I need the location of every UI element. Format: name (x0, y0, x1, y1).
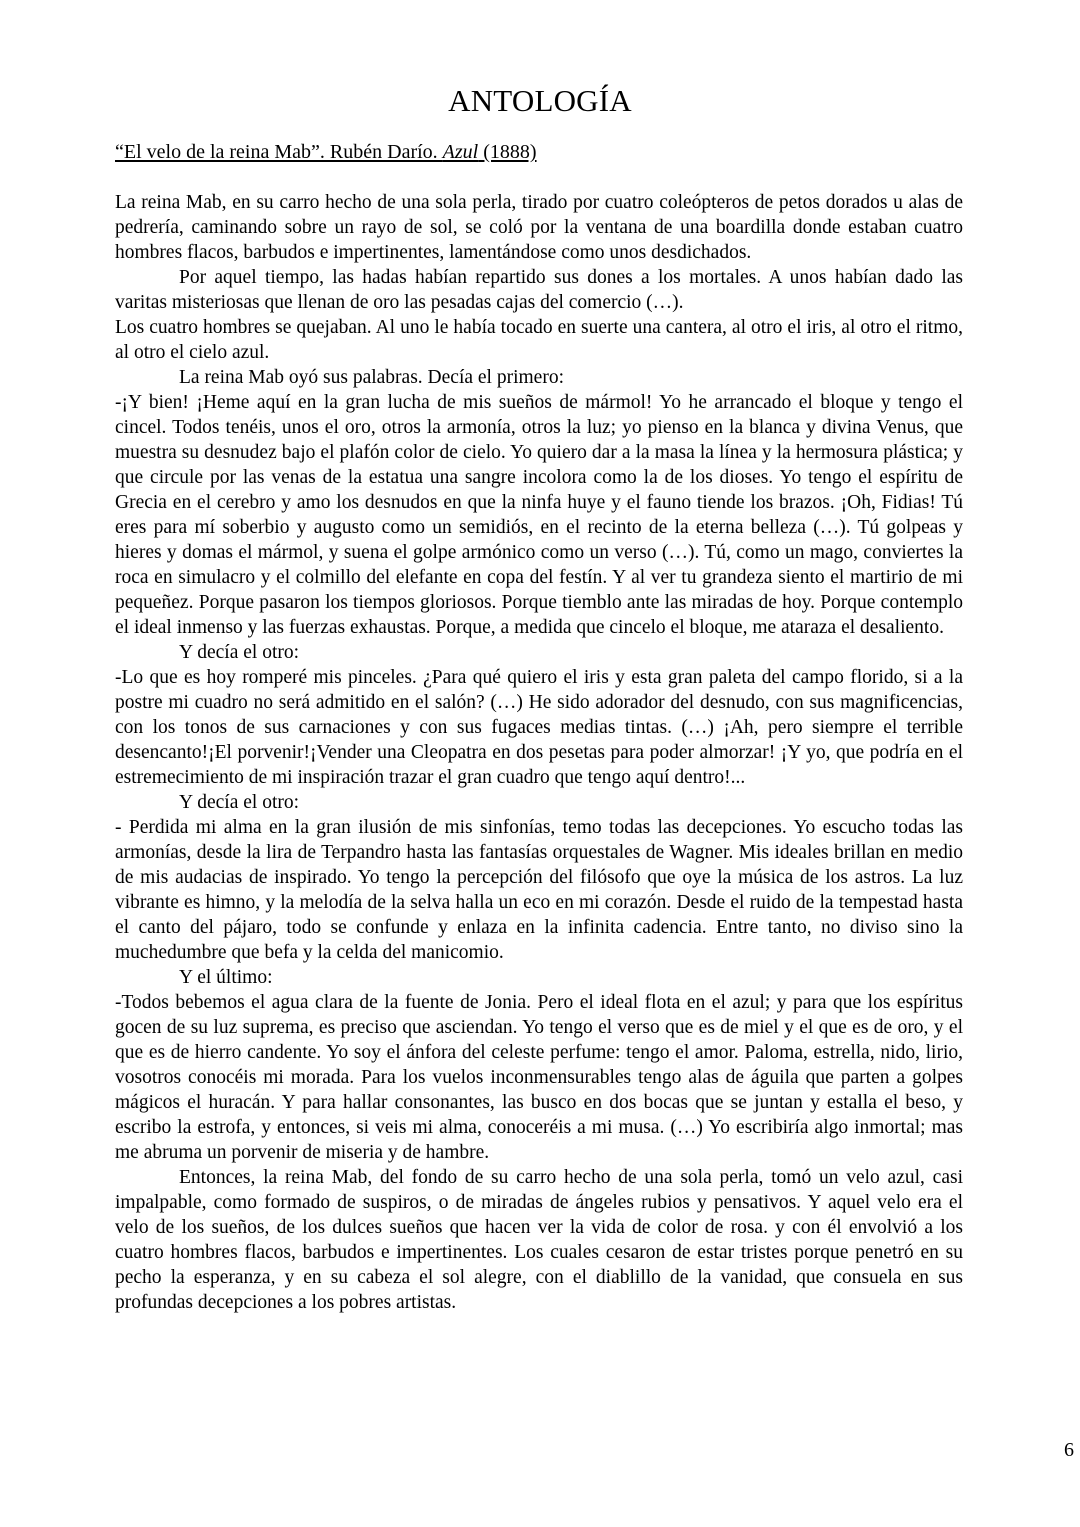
paragraph-hadas: Por aquel tiempo, las hadas habían repartido sus dones a los mortales. A unos habían dado las varitas misteriosas que llenan de oro las pesadas cajas del comercio (…). (115, 267, 963, 313)
text-source-citation (115, 140, 537, 164)
citation-book-title: Azul (442, 141, 479, 163)
citation-title-author: “El velo de la reina Mab”. Rubén Darío. (115, 141, 443, 163)
paragraph-desenlace: Entonces, la reina Mab, del fondo de su carro hecho de una sola perla, tomó un velo azul, casi impalpable, como formado de suspiros, o de miradas de ángeles rubios y pensativos. Y aquel velo era el velo de los sueños, de los dulces sueños que hacen ver la vida de color de rosa. y con él envolvió a los cuatro hombres flacos, barbudos e impertinentes. Los cuales cesaron de estar tristes porque penetró en su pecho la esperanza, y en su cabeza el sol alegre, con el diablillo de la vanidad, que consuela en sus profundas decepciones a los pobres artistas. (115, 1167, 963, 1313)
paragraph-escultor: -¡Y bien! ¡Heme aquí en la gran lucha de mis sueños de mármol! Yo he arrancado el bloque y tengo el cincel. Todos tenéis, unos el oro, otros la armonía, otros la luz; yo pienso en la blanca y divina Venus, que muestra su desnudez bajo el plafón color de cielo. Yo quiero dar a la masa la línea y la hermosura plástica; y que circule por las venas de la estatua una sangre incolora como la de los dioses. Yo tengo el espíritu de Grecia en el cerebro y amo los desnudos en que la ninfa huye y el fauno tiende los brazos. ¡Oh, Fidias! Tú eres para mí soberbio y augusto como un semidiós, en el recinto de la eterna belleza (…). Tú golpeas y hieres y domas el mármol, y suena el golpe armónico como un verso (…). Tú, como un mago, conviertes la roca en simulacro y el colmillo del elefante en copa del festín. Y al ver tu grandeza siento el martirio de mi pequeñez. Porque pasaron los tiempos gloriosos. Porque tiemblo ante las miradas de hoy. Porque contemplo el ideal inmenso y las fuerzas exhaustas. Porque, a medida que cincelo el bloque, me ataraza el desaliento. (115, 392, 963, 638)
paragraph-quejas: Los cuatro hombres se quejaban. Al uno le había tocado en suerte una cantera, al otro el iris, al otro el ritmo, al otro el cielo azul. (115, 317, 963, 363)
paragraph-pintor: -Lo que es hoy romperé mis pinceles. ¿Para qué quiero el iris y esta gran paleta del campo florido, si a la postre mi cuadro no será admitido en el salón? (…) He sido adorador del desnudo, con sus magnificencias, con los tonos de sus carnaciones y con sus fugaces medias tintas. (…) ¡Ah, pero siempre el terrible desencanto!¡El porvenir!¡Vender una Cleopatra en dos pesetas para poder almorzar! ¡Y yo, que podría en el estremecimiento de mi inspiración trazar el gran cuadro que tengo aquí dentro!... (115, 667, 963, 788)
paragraph-musico: - Perdida mi alma en la gran ilusión de mis sinfonías, temo todas las decepciones. Yo escucho todas las armonías, desde la lira de Terpandro hasta las fantasías orquestales de Wagner. Mis ideales brillan en medio de mis audacias de inspirado. Yo tengo la percepción del filósofo que oye la música de los astros. La luz vibrante es himno, y la melodía de la selva halla un eco en mi corazón. Desde el ruido de la tempestad hasta el canto del pájaro, todo se confunde y enlaza en la infinita cadencia. Entre tanto, no diviso sino la muchedumbre que befa y la celda del manicomio. (115, 817, 963, 963)
paragraph-decia-otro-2: Y decía el otro: (179, 792, 300, 813)
paragraph-el-ultimo: Y el último: (179, 967, 273, 988)
page-title: ANTOLOGÍA (448, 83, 632, 118)
anthology-text (115, 190, 963, 1315)
paragraph-intro: La reina Mab, en su carro hecho de una sola perla, tirado por cuatro coleópteros de petos dorados u alas de pedrería, caminando sobre un rayo de sol, se coló por la ventana de una boardilla donde estaban cuatro hombres flacos, barbudos e impertinentes, lamentándose como unos desdichados. (115, 192, 963, 263)
paragraph-decia-otro-1: Y decía el otro: (179, 642, 300, 663)
page-number: 6 (1064, 1439, 1074, 1461)
paragraph-poeta: -Todos bebemos el agua clara de la fuente de Jonia. Pero el ideal flota en el azul; y para que los espíritus gocen de su luz suprema, es preciso que asciendan. Yo tengo el verso que es de miel y el que es de oro, y el que es de hierro candente. Yo soy el ánfora del celeste perfume: tengo el amor. Paloma, estrella, nido, lirio, vosotros conocéis mi morada. Para los vuelos inconmensurables tengo alas de águila que parten a golpes mágicos el huracán. Y para hallar consonantes, las busco en dos bocas que se juntan y estalla el beso, y escribo la estrofa, y entonces, si veis mi alma, conoceréis a mi musa. (…) Yo escribiría algo inmortal; mas me abruma un porvenir de miseria y de hambre. (115, 992, 963, 1163)
citation-year: (1888) (478, 141, 537, 163)
paragraph-mab-oyo: La reina Mab oyó sus palabras. Decía el primero: (179, 367, 564, 388)
